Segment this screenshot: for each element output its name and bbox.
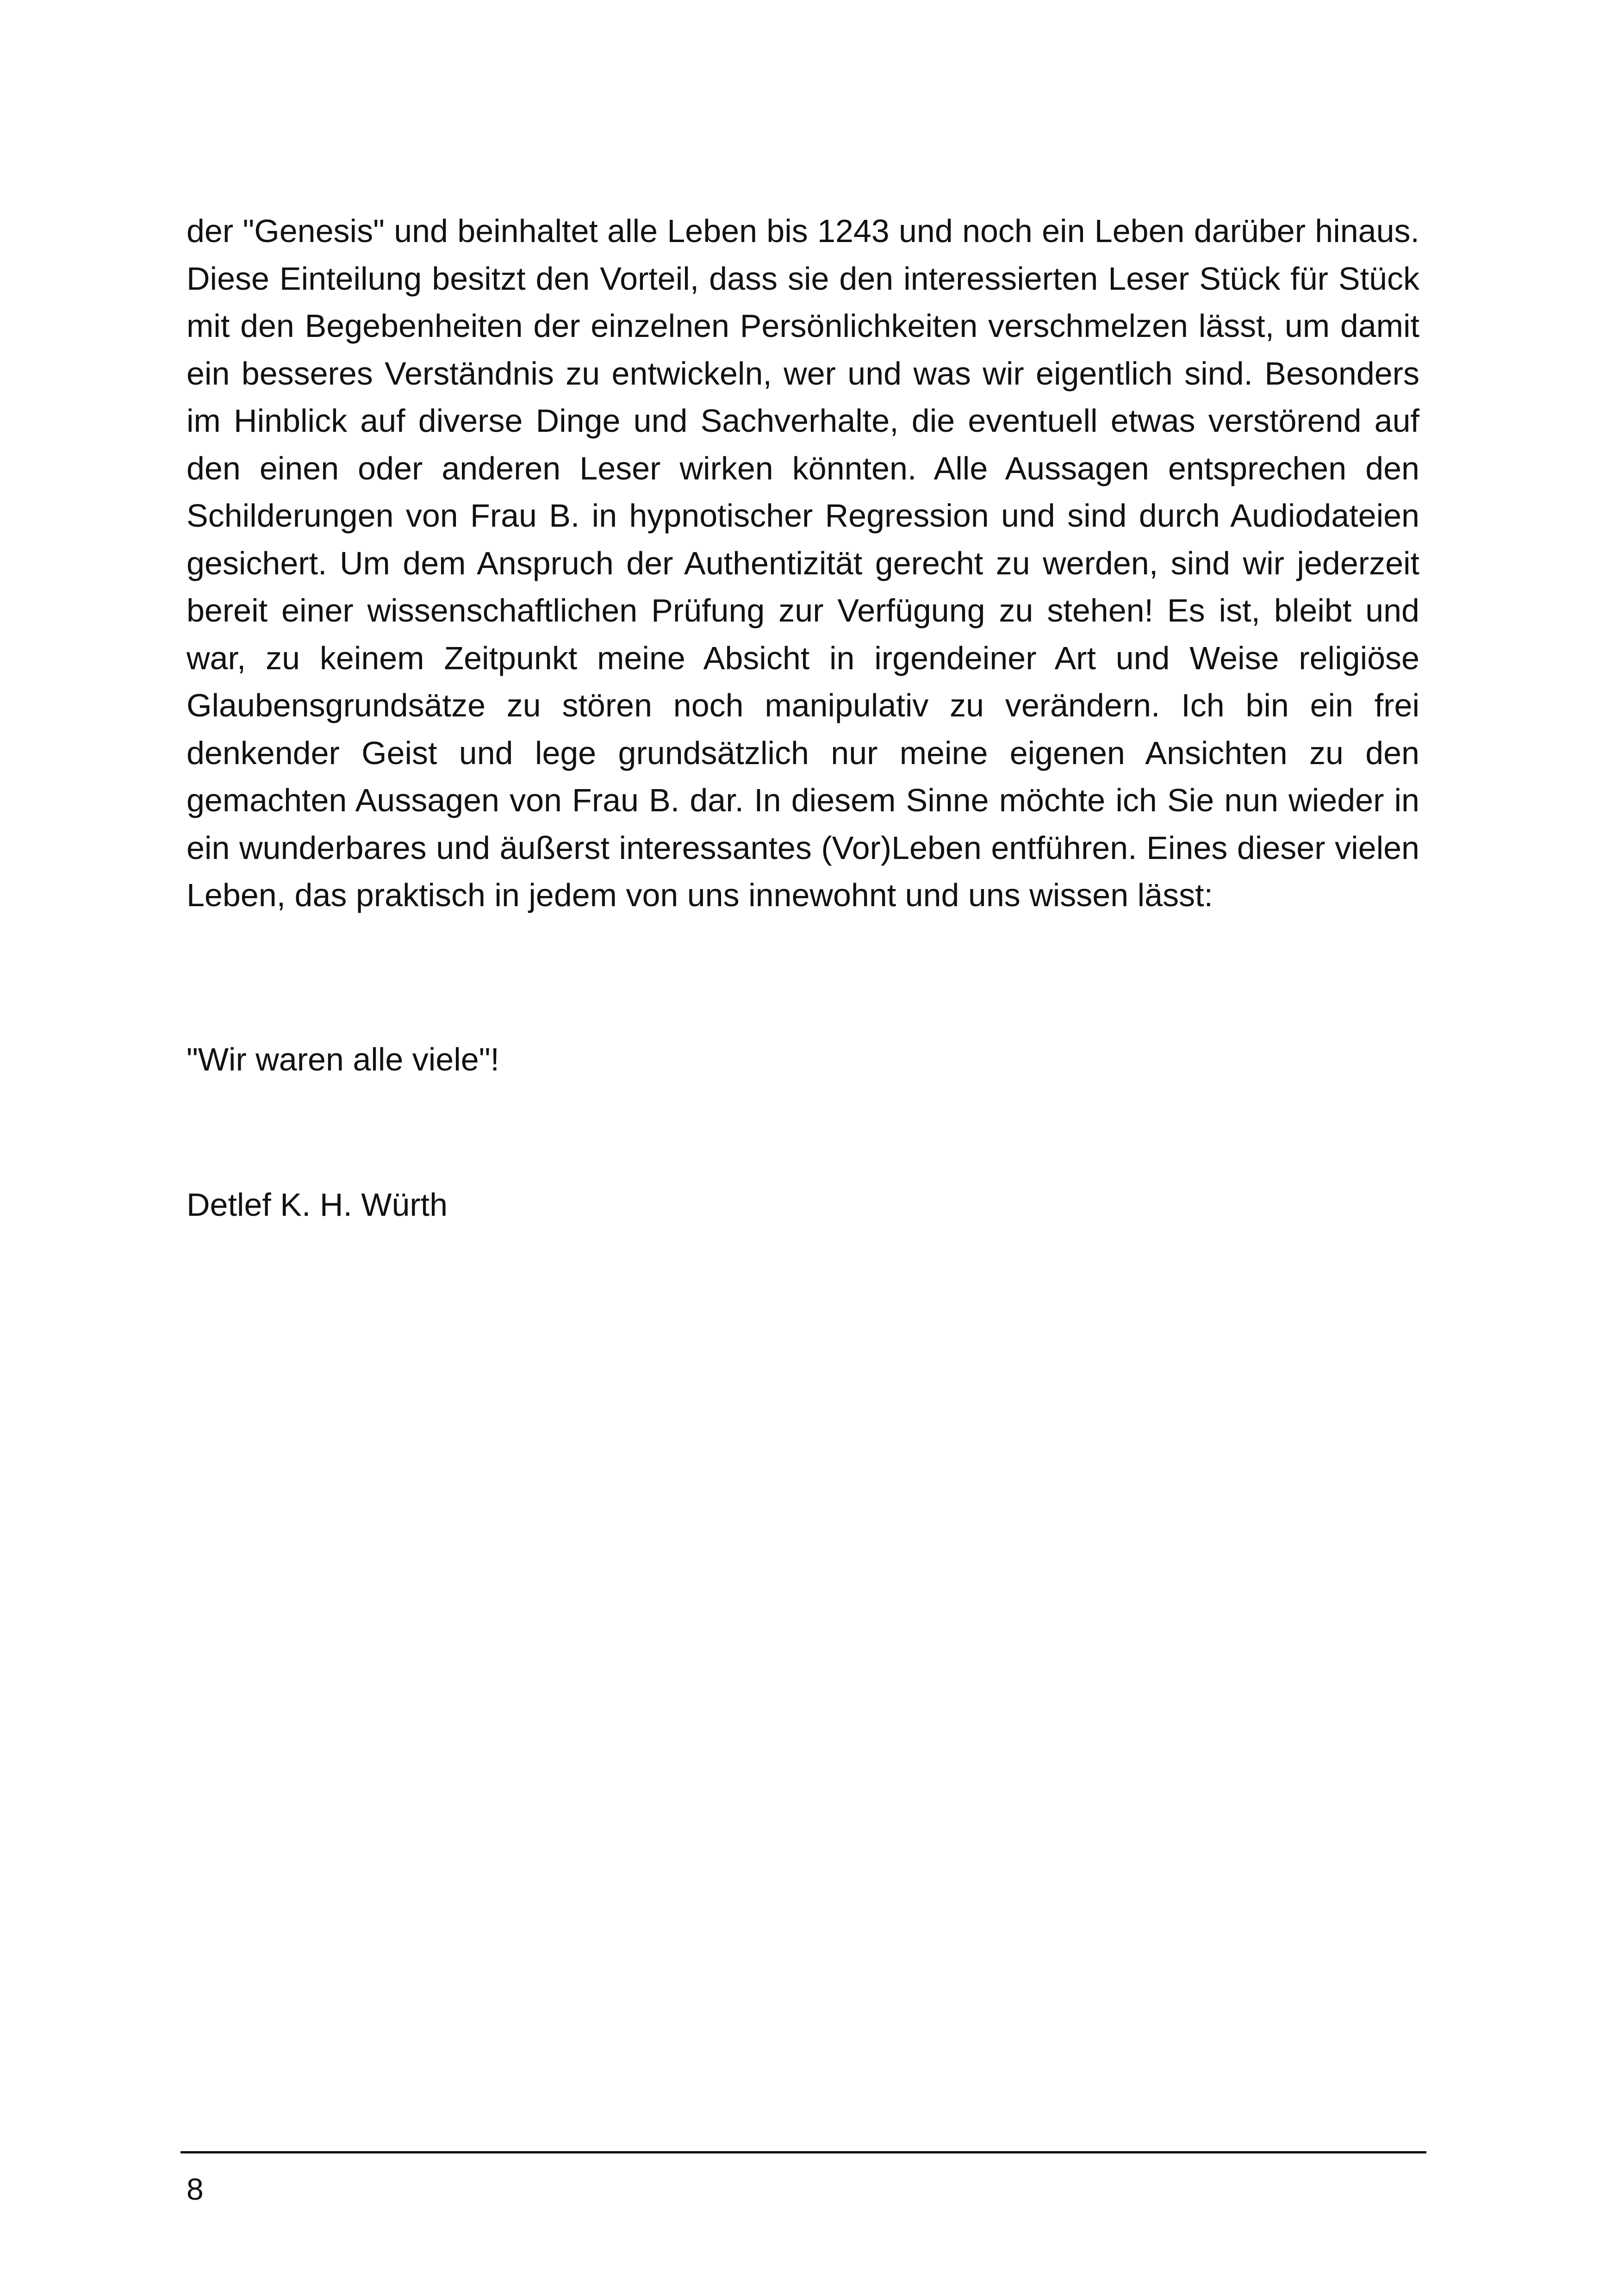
author-signature: Detlef K. H. Würth (187, 1187, 448, 1223)
body-paragraph: der "Genesis" und beinhaltet alle Leben bis 1243 und noch ein Leben darüber hinaus. Diese Einteilung besitzt den Vorteil, dass sie den interessierten Leser Stück für Stück mit den Begebenheiten der einzelnen Persönlichkeiten verschmelzen lässt, um damit ein besseres Verständnis zu entwickeln, wer und was wir eigentlich sind. Besonders im Hinblick auf diverse Dinge und Sachverhalte, die eventuell etwas verstörend auf den einen oder anderen Leser wirken könnten. Alle Aussagen entsprechen den Schilderungen von Frau B. in hypnotischer Regression und sind durch Audiodateien gesichert. Um dem Anspruch der Authentizität gerecht zu werden, sind wir jederzeit bereit einer wissenschaftlichen Prüfung zur Verfügung zu stehen! Es ist, bleibt und war, zu keinem Zeitpunkt meine Absicht in irgendeiner Art und Weise religiöse Glaubensgrundsätze zu stören noch manipulativ zu verändern. Ich bin ein frei denkender Geist und lege grundsätzlich nur meine eigenen Ansichten zu den gemachten Aussagen von Frau B. dar. In diesem Sinne möchte ich Sie nun wieder in ein wunderbares und äußerst interessantes (Vor)Leben entführen. Eines dieser vielen Leben, das praktisch in jedem von uns innewohnt und uns wissen lässt: (187, 213, 1419, 913)
main-text-block (187, 207, 1419, 919)
closing-quote: "Wir waren alle viele"! (187, 1041, 500, 1077)
page-number: 8 (187, 2172, 204, 2206)
footer-divider (180, 2151, 1426, 2153)
